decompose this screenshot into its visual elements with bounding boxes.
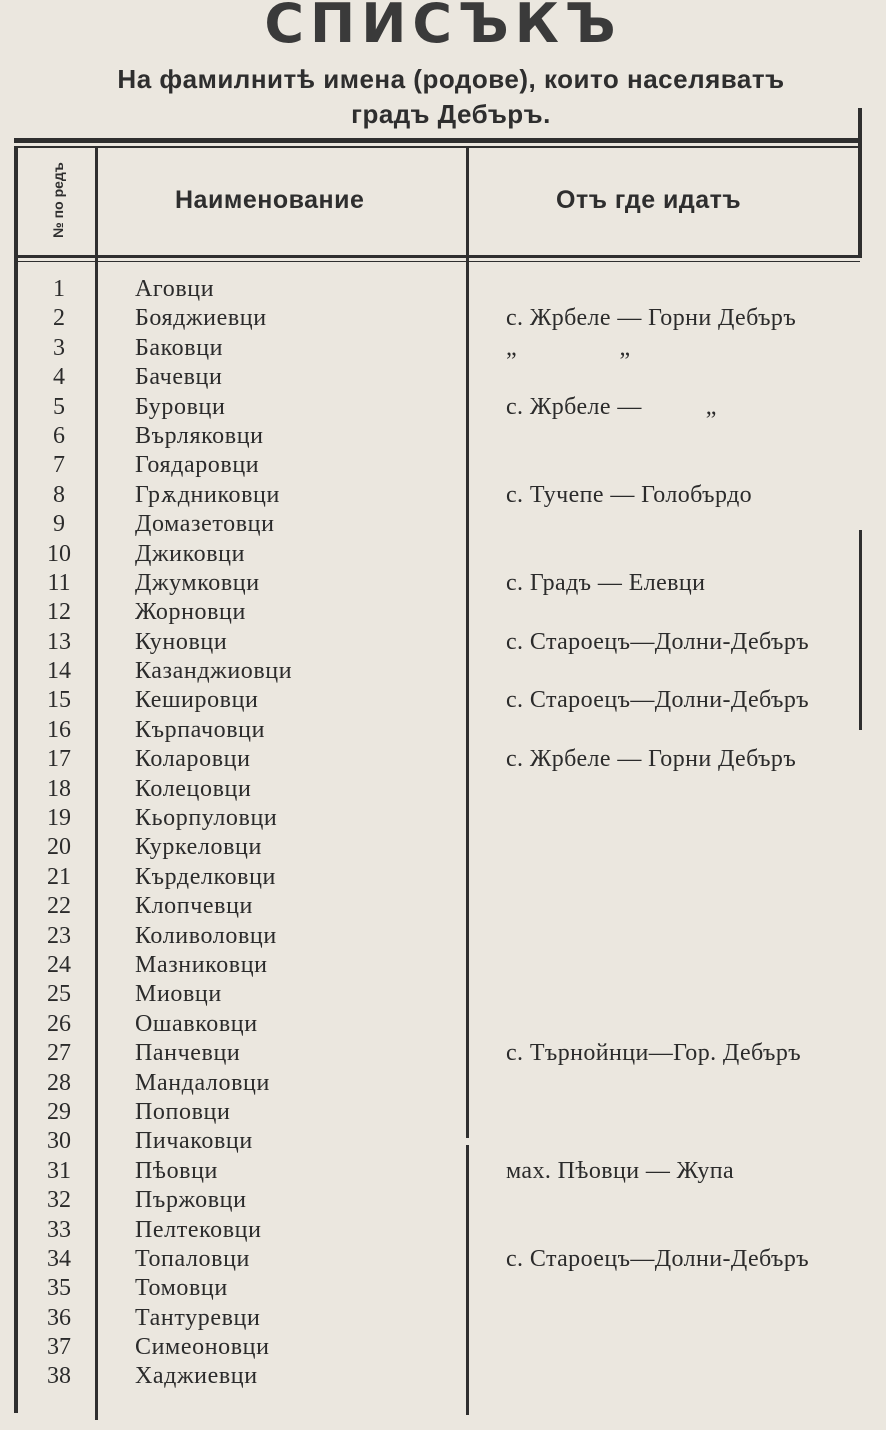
origin-place: с. Староецъ—Долни-Дебъръ xyxy=(506,687,810,714)
table-row xyxy=(0,686,886,715)
row-number: 1 xyxy=(53,276,65,302)
table-row xyxy=(0,1333,886,1362)
row-number: 37 xyxy=(47,1334,71,1361)
table-row xyxy=(0,510,886,539)
row-number: 2 xyxy=(53,305,65,332)
table-row xyxy=(0,481,886,510)
family-name: Аговци xyxy=(135,276,215,302)
right-border xyxy=(858,108,862,258)
table-row xyxy=(0,863,886,892)
family-name: Томовци xyxy=(135,1275,228,1302)
row-number: 15 xyxy=(47,687,71,714)
row-number: 26 xyxy=(47,1010,71,1037)
family-name: Миовци xyxy=(135,981,222,1008)
subtitle-line-1: На фамилнитѣ имена (родове), които населяватъ xyxy=(117,64,785,94)
header-bottom-rule xyxy=(14,255,860,258)
row-number: 3 xyxy=(53,334,65,361)
table-body xyxy=(0,275,886,1392)
table-row xyxy=(0,422,886,451)
origin-place: с. Жрбеле — „ xyxy=(506,393,717,420)
row-number: 19 xyxy=(47,805,71,832)
origin-place: с. Тучепе — Голобърдо xyxy=(506,481,753,508)
row-number: 5 xyxy=(53,393,65,420)
family-name: Баковци xyxy=(135,334,224,361)
row-number: 10 xyxy=(47,540,71,567)
row-number: 31 xyxy=(47,1157,71,1184)
top-rule-thin xyxy=(14,146,860,148)
table-row xyxy=(0,657,886,686)
table-row xyxy=(0,1216,886,1245)
family-name: Бачевци xyxy=(135,364,223,391)
row-number: 23 xyxy=(47,922,71,949)
row-number: 20 xyxy=(47,834,71,861)
family-name: Мандаловци xyxy=(135,1069,270,1096)
column-header-origin: Отъ где идатъ xyxy=(556,186,742,214)
family-name: Грѫдниковци xyxy=(135,481,280,508)
table-row xyxy=(0,304,886,333)
row-number: 8 xyxy=(53,481,65,508)
origin-place: мах. Пѣовци — Жупа xyxy=(506,1157,735,1184)
row-number: 17 xyxy=(47,746,71,773)
family-name: Колецовци xyxy=(135,775,252,802)
row-number: 6 xyxy=(53,422,65,449)
table-row xyxy=(0,1304,886,1333)
table-row xyxy=(0,922,886,951)
family-name: Куркеловци xyxy=(135,834,262,861)
row-number: 24 xyxy=(47,951,71,978)
family-name: Поповци xyxy=(135,1098,231,1125)
row-number: 30 xyxy=(47,1128,71,1155)
table-row xyxy=(0,1039,886,1068)
table-row xyxy=(0,716,886,745)
table-row xyxy=(0,980,886,1009)
origin-place: с. Търнойнци—Гор. Дебъръ xyxy=(506,1040,802,1067)
family-name: Кърпачовци xyxy=(135,716,266,743)
row-number: 38 xyxy=(47,1363,71,1390)
table-row xyxy=(0,1010,886,1039)
family-name: Пичаковци xyxy=(135,1128,253,1155)
row-number: 4 xyxy=(53,364,65,391)
row-number: 18 xyxy=(47,775,71,802)
row-number: 13 xyxy=(47,628,71,655)
family-name: Тантуревци xyxy=(135,1304,261,1331)
table-row xyxy=(0,1245,886,1274)
family-name: Върляковци xyxy=(135,422,264,449)
family-name: Домазетовци xyxy=(135,511,275,538)
table-row xyxy=(0,1157,886,1186)
table-row xyxy=(0,1127,886,1156)
table-row xyxy=(0,1069,886,1098)
family-name: Панчевци xyxy=(135,1040,241,1067)
table-row xyxy=(0,951,886,980)
table-row xyxy=(0,540,886,569)
column-header-name: Наименование xyxy=(175,186,365,214)
row-number: 32 xyxy=(47,1187,71,1214)
table-row xyxy=(0,833,886,862)
family-name: Симеоновци xyxy=(135,1334,270,1361)
table-row xyxy=(0,363,886,392)
table-row xyxy=(0,628,886,657)
family-name: Ошавковци xyxy=(135,1010,258,1037)
family-name: Бояджиевци xyxy=(135,305,267,332)
family-name: Пѣовци xyxy=(135,1157,218,1184)
family-name: Пелтековци xyxy=(135,1216,262,1243)
family-name: Гоядаровци xyxy=(135,452,260,479)
table-row xyxy=(0,598,886,627)
family-name: Кърделковци xyxy=(135,863,277,890)
family-name: Куновци xyxy=(135,628,228,655)
family-name: Хаджиевци xyxy=(135,1363,258,1390)
column-header-number-label: № по редъ xyxy=(50,162,66,238)
row-number: 35 xyxy=(47,1275,71,1302)
family-name: Казанджиовци xyxy=(135,658,293,685)
family-name: Топаловци xyxy=(135,1245,250,1272)
column-header-number xyxy=(28,150,88,250)
family-name: Джиковци xyxy=(135,540,246,567)
row-number: 28 xyxy=(47,1069,71,1096)
row-number: 22 xyxy=(47,893,71,920)
row-number: 14 xyxy=(47,658,71,685)
table-row xyxy=(0,892,886,921)
table-row xyxy=(0,334,886,363)
table-row xyxy=(0,1186,886,1215)
row-number: 9 xyxy=(53,511,65,538)
row-number: 25 xyxy=(47,981,71,1008)
row-number: 36 xyxy=(47,1304,71,1331)
table-row xyxy=(0,275,886,304)
row-number: 29 xyxy=(47,1098,71,1125)
table-row xyxy=(0,775,886,804)
table-row xyxy=(0,569,886,598)
family-name: Мазниковци xyxy=(135,951,268,978)
row-number: 27 xyxy=(47,1040,71,1067)
page-title: СПИСЪКЪ xyxy=(264,0,622,55)
family-name: Клопчевци xyxy=(135,893,253,920)
origin-place: с. Староецъ—Долни-Дебъръ xyxy=(506,628,810,655)
family-name: Кешировци xyxy=(135,687,259,714)
family-name: Коларовци xyxy=(135,746,251,773)
origin-place: с. Староецъ—Долни-Дебъръ xyxy=(506,1245,810,1272)
family-name: Джумковци xyxy=(135,569,260,596)
origin-place: с. Жрбеле — Горни Дебъръ xyxy=(506,305,797,332)
family-name: Коливоловци xyxy=(135,922,277,949)
table-row xyxy=(0,1098,886,1127)
table-row xyxy=(0,1274,886,1303)
family-name: Буровци xyxy=(135,393,226,420)
row-number: 16 xyxy=(47,716,71,743)
row-number: 11 xyxy=(47,569,71,596)
origin-place: „ „ xyxy=(506,334,631,361)
table-row xyxy=(0,745,886,774)
origin-place: с. Жрбеле — Горни Дебъръ xyxy=(506,746,797,773)
row-number: 12 xyxy=(47,599,71,626)
family-name: Кьорпуловци xyxy=(135,805,278,832)
family-name: Жорновци xyxy=(135,599,246,626)
family-name: Пържовци xyxy=(135,1187,247,1214)
table-row xyxy=(0,451,886,480)
table-row xyxy=(0,393,886,422)
row-number: 33 xyxy=(47,1216,71,1243)
header-bottom-rule-thin xyxy=(14,261,860,262)
top-rule-thick xyxy=(14,138,860,143)
subtitle-line-2: градъ Дебъръ. xyxy=(351,99,551,129)
table-row xyxy=(0,1362,886,1391)
row-number: 34 xyxy=(47,1245,71,1272)
origin-place: с. Градъ — Елевци xyxy=(506,569,706,596)
row-number: 21 xyxy=(47,863,71,890)
table-row xyxy=(0,804,886,833)
row-number: 7 xyxy=(53,452,65,479)
